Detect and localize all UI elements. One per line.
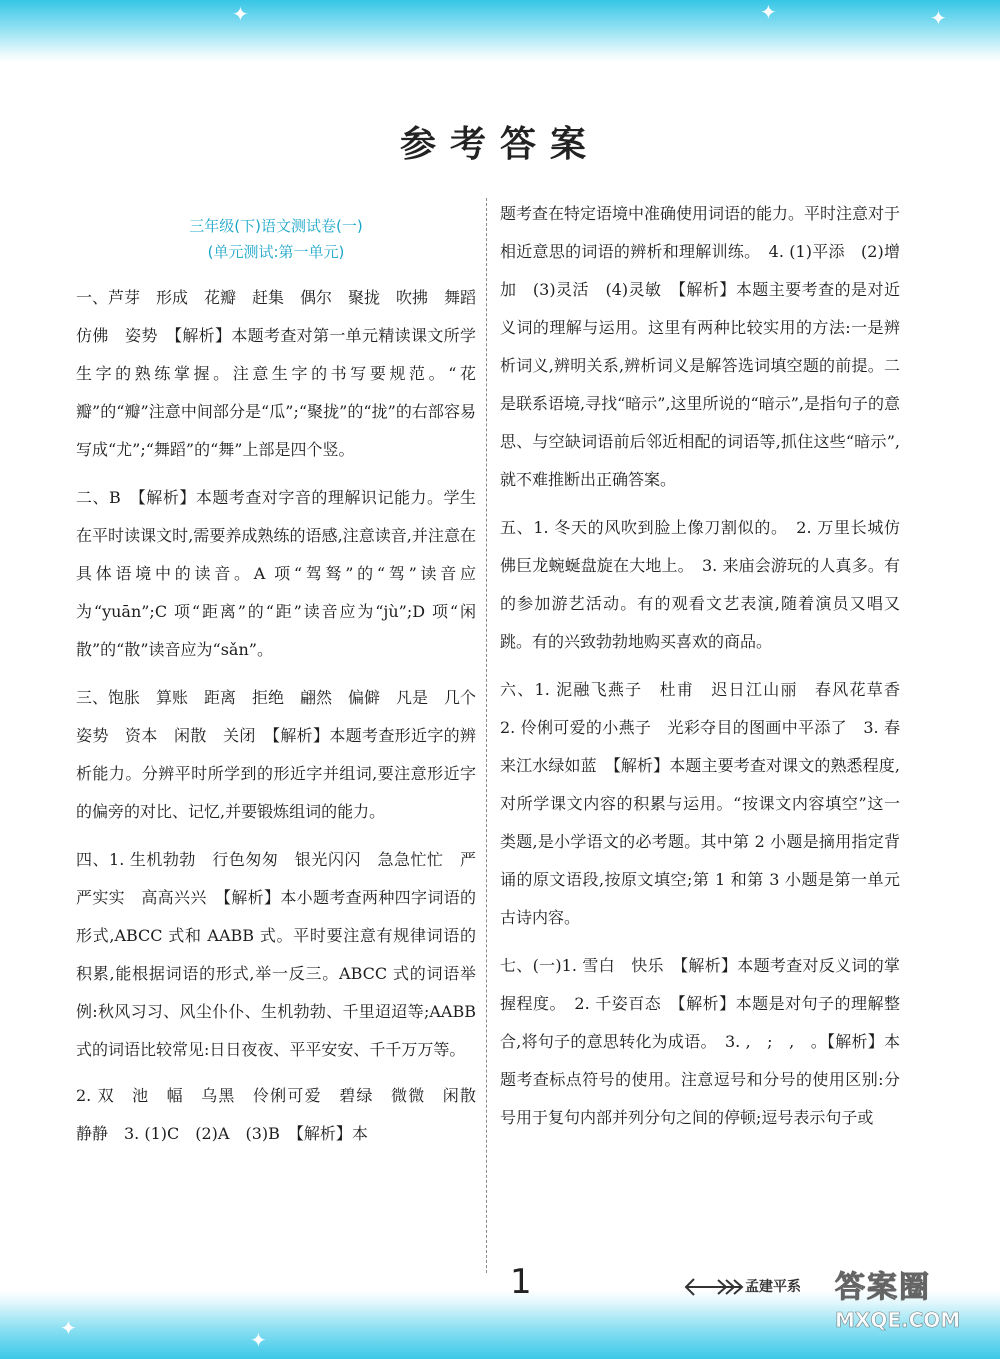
section-subtitle: (单元测试:第一单元) (207, 243, 345, 261)
right-column (500, 195, 917, 1145)
watermark-url: MXQE.COM (835, 1308, 961, 1332)
sparkle-icon: ✦ (60, 1316, 77, 1340)
sparkle-icon: ✦ (232, 2, 249, 26)
answer-paragraph: 题考查在特定语境中准确使用词语的能力。平时注意对于相近意思的词语的辨析和理解训练。 4. (1)平添 (2)增加 (3)灵活 (4)灵敏 【解析】本题主要考查的是对近义词的理解与运用。这里有两种比较实用的方法:一是辨析词义,辨明关系,辨析词义是解答选词填空题的前提。二是联系语境,寻找“暗示”,这里所说的“暗示”,是指句子的意思、与空缺词语前后邻近相配的词语等,抓住这些“暗示”,就不难推断出正确答案。 (500, 204, 901, 489)
page-title: 参考答案 (399, 124, 600, 165)
answer-paragraph: 2. 双 池 幅 乌黑 伶俐可爱 碧绿 微微 闲散 静静 3. (1)C (2)A (3)B 【解析】本 (76, 1086, 493, 1143)
watermark-main: 答案圈 (835, 1270, 931, 1305)
answer-paragraph: 二、B 【解析】本题考查对字音的理解识记能力。学生在平时读课文时,需要养成熟练的语感,注意读音,并注意在具体语境中的读音。A 项“驾驽”的“驾”读音应为“yuān”;C 项“距离”的“距”读音应为“jù”;D 项“闲散”的“散”读音应为“sǎn”。 (76, 488, 476, 659)
column-divider (486, 198, 487, 1273)
sparkle-icon: ✦ (760, 0, 777, 24)
answer-paragraph: 七、(一)1. 雪白 快乐 【解析】本题考查对反义词的掌握程度。 2. 千姿百态 【解析】本题是对句子的理解整合,将句子的意思转化为成语。 3. , ; , 。【解析】本题考查标点符号的使用。注意逗号和分号的使用区别:分号用于复句内部并列分句之间的停顿;逗号表示句子或 (500, 956, 900, 1127)
top-decorative-band (0, 0, 1000, 62)
watermark-logo (835, 1262, 960, 1332)
answer-paragraph: 一、芦芽 形成 花瓣 赶集 偶尔 聚拢 吹拂 舞蹈 仿佛 姿势 【解析】本题考查对第一单元精读课文所学生字的熟练掌握。注意生字的书写要规范。“花瓣”的“瓣”注意中间部分是“瓜”;“聚拢”的“拢”的右部容易写成“尤”;“舞蹈”的“舞”上部是四个竖。 (76, 288, 493, 459)
section-title: 三年级(下)语文测试卷(一) (189, 217, 363, 235)
sparkle-icon: ✦ (250, 1328, 267, 1352)
answer-paragraph: 三、饱胀 算账 距离 拒绝 翩然 偏僻 凡是 几个 姿势 资本 闲散 关闭 【解析】本题考查形近字的辨析能力。分辨平时所学到的形近字并组词,要注意形近字的偏旁的对比、记忆,并要锻炼组词的能力。 (76, 688, 493, 821)
footer-brand: 孟建平系 (745, 1279, 801, 1295)
page-number: 1 (510, 1262, 532, 1302)
left-column (76, 195, 493, 1161)
arrow-icon (684, 1275, 744, 1299)
answer-paragraph: 五、1. 冬天的风吹到脸上像刀割似的。 2. 万里长城仿佛巨龙蜿蜒盘旋在大地上。 3. 来庙会游玩的人真多。有的参加游艺活动。有的观看文艺表演,随着演员又唱又跳。有的兴致勃勃地购买喜欢的商品。 (500, 518, 900, 651)
sparkle-icon: ✦ (930, 6, 947, 30)
answer-paragraph: 四、1. 生机勃勃 行色匆匆 银光闪闪 急急忙忙 严严实实 高高兴兴 【解析】本小题考查两种四字词语的形式,ABCC 式和 AABB 式。平时要注意有规律词语的积累,能根据词语的形式,举一反三。ABCC 式的词语举例:秋风习习、风尘仆仆、生机勃勃、千里迢迢等;AABB 式的词语比较常见:日日夜夜、平平安安、千千万万等。 (76, 850, 476, 1059)
answer-paragraph: 六、1. 泥融飞燕子 杜甫 迟日江山丽 春风花草香 2. 伶俐可爱的小燕子 光彩夺目的图画中平添了 3. 春来江水绿如蓝 【解析】本题主要考查对课文的熟悉程度,对所学课文内容的积累与运用。“按课文内容填空”这一类题,是小学语文的必考题。其中第 2 小题是摘用指定背诵的原文语段,按原文填空;第 1 和第 3 小题是第一单元古诗内容。 (500, 680, 917, 927)
